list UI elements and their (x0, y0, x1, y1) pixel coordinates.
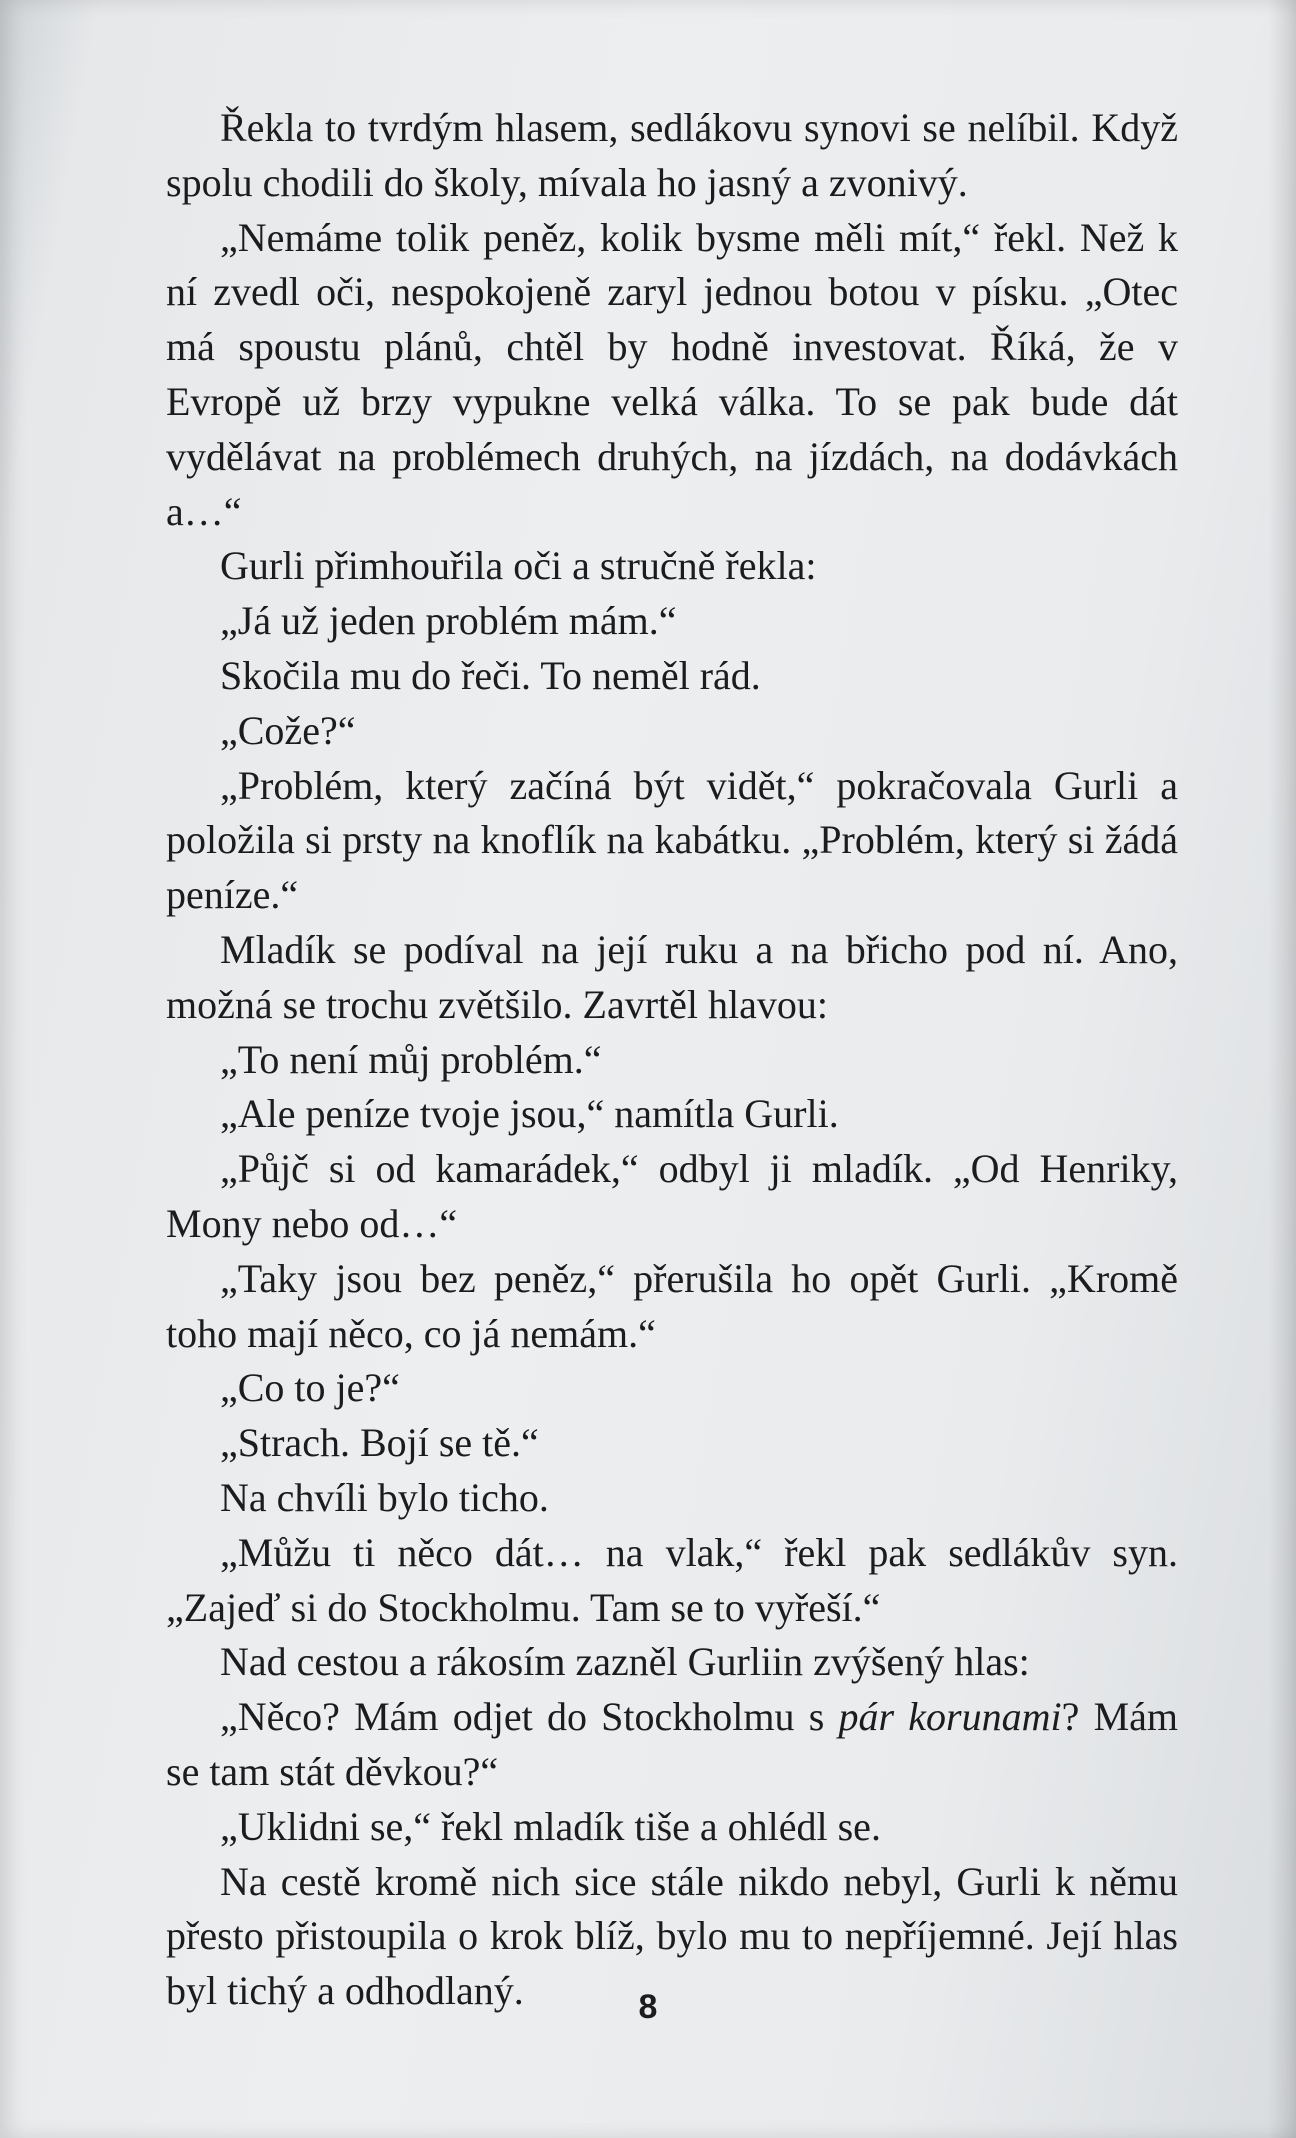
paragraph-with-emphasis (166, 1690, 1178, 1800)
paragraph: Skočila mu do řeči. To neměl rád. (220, 652, 761, 698)
paragraph: „Můžu ti něco dát… na vlak,“ řekl pak sedlákův syn. „Zajeď si do Stockholmu. Tam se to vyřeší.“ (166, 1529, 1178, 1630)
paragraph: „Nemáme tolik peněz, kolik bysme měli mít,“ řekl. Než k ní zvedl oči, nespokojeně zaryl jednou botou v písku. „Otec má spoustu plánů, chtěl by hodně investovat. Říká, že v Evropě už brzy vypukne velká válka. To se pak bude dát vydělávat na problémech druhých, na jízdách, na dodávkách a…“ (166, 214, 1178, 534)
paragraph: „Taky jsou bez peněz,“ přerušila ho opět Gurli. „Kromě toho mají něco, co já nemám.“ (166, 1255, 1178, 1356)
page-number: 8 (638, 1988, 658, 2026)
paragraph: Na chvíli bylo ticho. (220, 1474, 549, 1520)
paragraph: „To není můj problém.“ (220, 1036, 602, 1082)
body-text (166, 101, 1178, 2019)
paragraph: „Půjč si od kamarádek,“ odbyl ji mladík. „Od Henriky, Mony nebo od…“ (166, 1146, 1178, 1246)
paragraph: Na cestě kromě nich sice stále nikdo nebyl, Gurli k němu přesto přistoupila o krok blíž, bylo mu to nepříjemné. Její hlas byl tichý a odhodlaný. (166, 1858, 1178, 2014)
paragraph-text: ? Mám se tam stát děvkou?“ (166, 1694, 1179, 1794)
paragraph: „Problém, který začíná být vidět,“ pokračovala Gurli a položila si prsty na knoflík na kabátku. „Problém, který si žádá peníze.“ (166, 762, 1178, 918)
paragraph: Gurli přimhouřila oči a stručně řekla: (220, 543, 817, 589)
paragraph: Nad cestou a rákosím zazněl Gurliin zvýšený hlas: (220, 1639, 1030, 1685)
emphasized-text: pár korunami (838, 1694, 1062, 1740)
paragraph: „Uklidni se,“ řekl mladík tiše a ohlédl se. (220, 1803, 881, 1849)
paragraph: Řekla to tvrdým hlasem, sedlákovu synovi se nelíbil. Když spolu chodili do školy, mívala ho jasný a zvonivý. (166, 105, 1178, 205)
paragraph-text: „Něco? Mám odjet do Stockholmu s (220, 1694, 839, 1740)
paragraph: „Strach. Bojí se tě.“ (220, 1420, 539, 1466)
paragraph: „Cože?“ (220, 707, 356, 753)
paragraph: „Já už jeden problém mám.“ (220, 598, 677, 644)
paragraph: „Co to je?“ (220, 1365, 400, 1411)
paragraph: Mladík se podíval na její ruku a na břicho pod ní. Ano, možná se trochu zvětšilo. Zavrtěl hlavou: (166, 926, 1178, 1027)
paragraph: „Ale peníze tvoje jsou,“ namítla Gurli. (220, 1091, 839, 1137)
